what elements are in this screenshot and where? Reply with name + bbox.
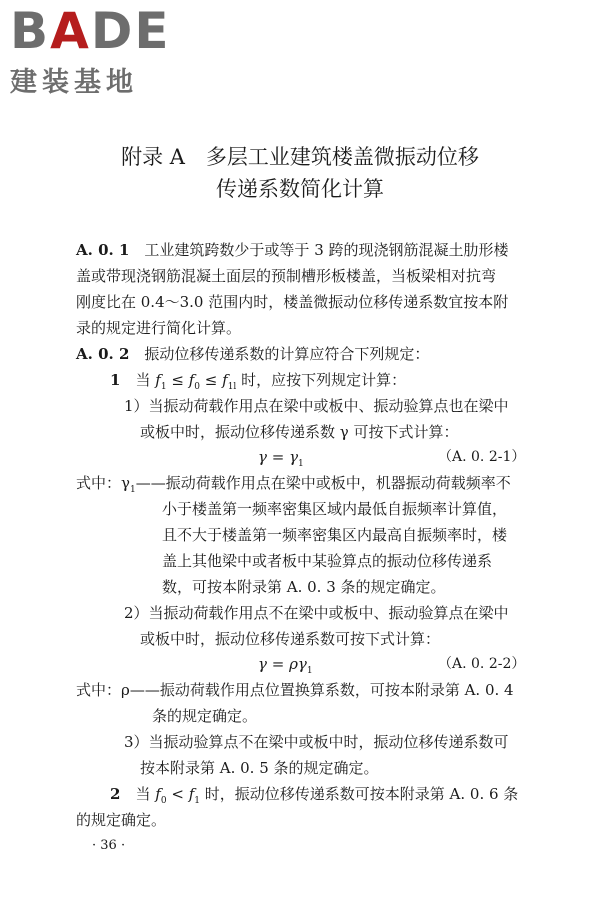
clause-a01-line2: 盖或带现浇钢筋混凝土面层的预制槽形板楼盖，当板梁相对抗弯 bbox=[76, 267, 497, 285]
clause-a01-line4: 录的规定进行简化计算。 bbox=[76, 319, 242, 337]
where-gamma1-line5: 数，可按本附录第 A. 0. 3 条的规定确定。 bbox=[162, 578, 446, 596]
page-number: · 36 · bbox=[92, 838, 126, 853]
item-2-line2: 的规定确定。 bbox=[76, 811, 167, 829]
equation-a021-number: （A. 0. 2-1） bbox=[438, 449, 526, 465]
sub-item-2-line2: 或板中时，振动位移传递系数可按下式计算： bbox=[140, 630, 441, 648]
logo-brand: BADE bbox=[10, 2, 171, 60]
clause-a02: A. 0. 2 振动位移传递系数的计算应符合下列规定： bbox=[76, 345, 430, 363]
logo-subtitle: 建装基地 bbox=[10, 67, 138, 98]
where-rho: 式中：ρ——振动荷载作用点位置换算系数，可按本附录第 A. 0. 4 bbox=[76, 681, 514, 699]
clause-a01: A. 0. 1 工业建筑跨数少于或等于 3 跨的现浇钢筋混凝土肋形楼 bbox=[76, 241, 509, 259]
where-rho-line2: 条的规定确定。 bbox=[152, 707, 258, 725]
sub-item-3: 3）当振动验算点不在梁中或板中时，振动位移传递系数可 bbox=[124, 733, 509, 751]
where-gamma1-line3: 且不大于楼盖第一频率密集区内最高自振频率时，楼 bbox=[162, 526, 508, 544]
equation-a021: $\gamma = \gamma_1$ bbox=[258, 448, 304, 469]
appendix-title-line2: 传递系数简化计算 bbox=[216, 177, 384, 201]
sub-item-2: 2）当振动荷载作用点不在梁中或板中、振动验算点在梁中 bbox=[124, 604, 509, 622]
sub-item-1: 1）当振动荷载作用点在梁中或板中、振动验算点也在梁中 bbox=[124, 397, 509, 415]
sub-item-1-line2: 或板中时，振动位移传递系数 γ 可按下式计算： bbox=[140, 423, 459, 441]
item-2: 2 当 $f_0 < f_1$ 时，振动位移传递系数可按本附录第 A. 0. 6 条 bbox=[110, 785, 519, 806]
equation-a022-number: （A. 0. 2-2） bbox=[438, 656, 526, 672]
item-1: 1 当 $f_1 \le f_0 \le f_{1l}$ 时，应按下列规定计算： bbox=[110, 371, 407, 392]
where-gamma1-line4: 盖上其他梁中或者板中某验算点的振动位移传递系 bbox=[162, 552, 493, 570]
where-gamma1: 式中：$\gamma_1——$振动荷载作用点在梁中或板中，机器振动荷载频率不 bbox=[76, 474, 511, 495]
where-gamma1-line2: 小于楼盖第一频率密集区域内最低自振频率计算值， bbox=[162, 500, 508, 518]
bade-logo bbox=[10, 2, 171, 99]
appendix-title-line1: 附录 A 多层工业建筑楼盖微振动位移 bbox=[121, 145, 479, 169]
clause-a01-line3: 刚度比在 0.4～3.0 范围内时，楼盖微振动位移传递系数宜按本附 bbox=[76, 293, 509, 311]
sub-item-3-line2: 按本附录第 A. 0. 5 条的规定确定。 bbox=[140, 759, 379, 777]
equation-a022: $\gamma = \rho\gamma_1$ bbox=[258, 655, 313, 676]
